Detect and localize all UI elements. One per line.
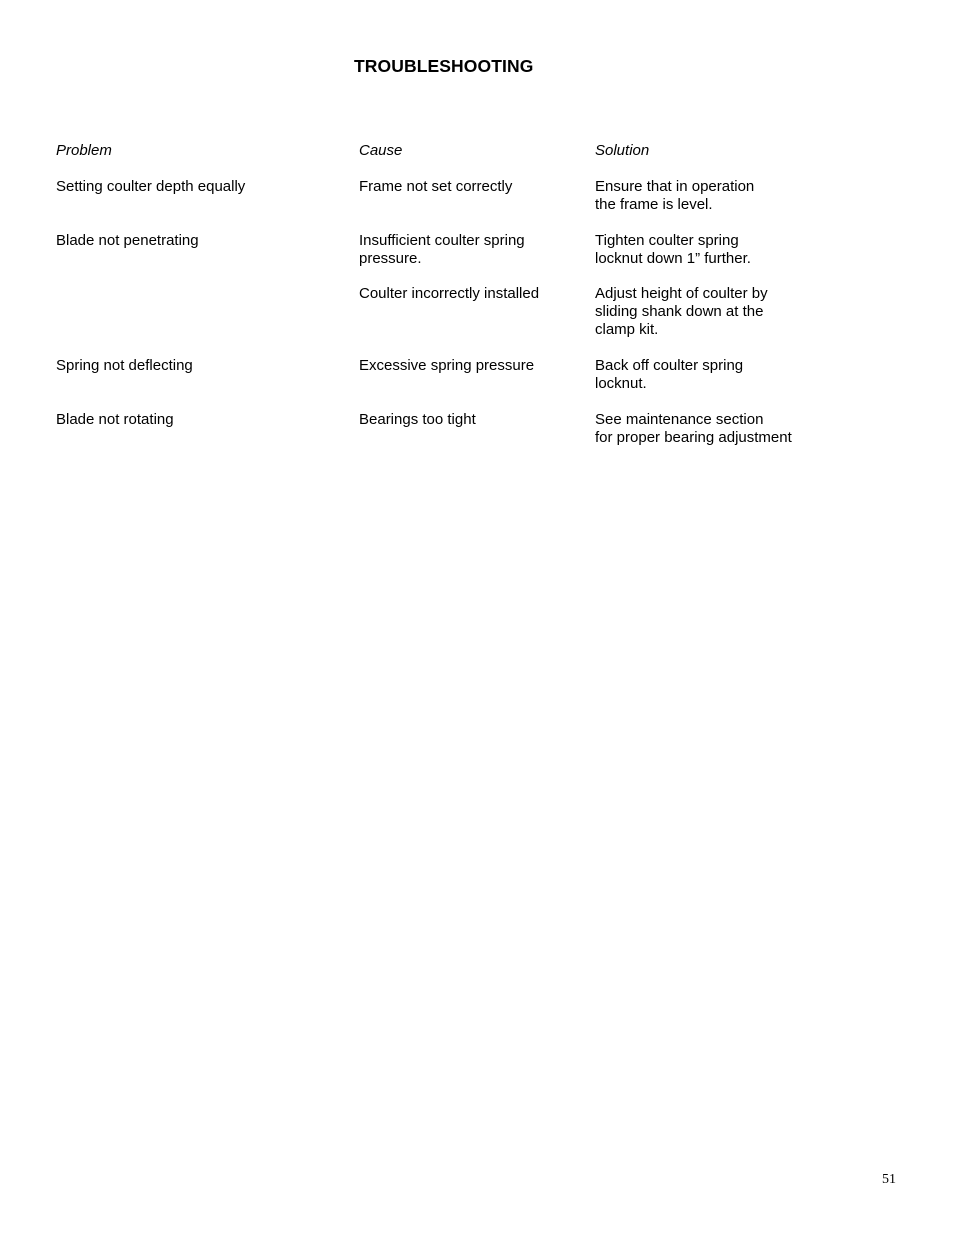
page-title: TROUBLESHOOTING [354, 56, 534, 76]
header-cause: Cause [359, 142, 403, 159]
row-solution [595, 232, 751, 268]
row-cause [359, 285, 539, 303]
solution-line: See maintenance section [595, 411, 764, 428]
row-problem: Blade not penetrating [56, 232, 199, 249]
row-solution [595, 178, 754, 214]
header-problem: Problem [56, 142, 112, 159]
row-cause [359, 178, 512, 196]
row-solution [595, 357, 743, 393]
row-cause [359, 411, 476, 429]
cause-line: pressure. [359, 250, 422, 267]
row-problem: Blade not rotating [56, 411, 174, 428]
row-problem: Setting coulter depth equally [56, 178, 246, 195]
solution-line: locknut. [595, 375, 647, 392]
solution-line: for proper bearing adjustment [595, 429, 792, 446]
solution-line: Back off coulter spring [595, 357, 744, 374]
solution-line: Tighten coulter spring [595, 232, 739, 249]
header-solution: Solution [595, 142, 650, 159]
cause-line: Insufficient coulter spring [359, 232, 525, 249]
solution-line: sliding shank down at the [595, 303, 764, 320]
cause-line: Coulter incorrectly installed [359, 285, 540, 302]
row-cause [359, 232, 525, 268]
row-solution [595, 411, 792, 447]
solution-line: Adjust height of coulter by [595, 285, 768, 302]
row-problem: Spring not deflecting [56, 357, 193, 374]
solution-line: Ensure that in operation [595, 178, 755, 195]
cause-line: Excessive spring pressure [359, 357, 535, 374]
page-number: 51 [882, 1172, 896, 1187]
solution-line: clamp kit. [595, 321, 659, 338]
row-cause [359, 357, 534, 375]
cause-line: Bearings too tight [359, 411, 476, 428]
row-solution [595, 285, 768, 339]
solution-line: the frame is level. [595, 196, 713, 213]
solution-line: locknut down 1” further. [595, 250, 751, 267]
cause-line: Frame not set correctly [359, 178, 513, 195]
